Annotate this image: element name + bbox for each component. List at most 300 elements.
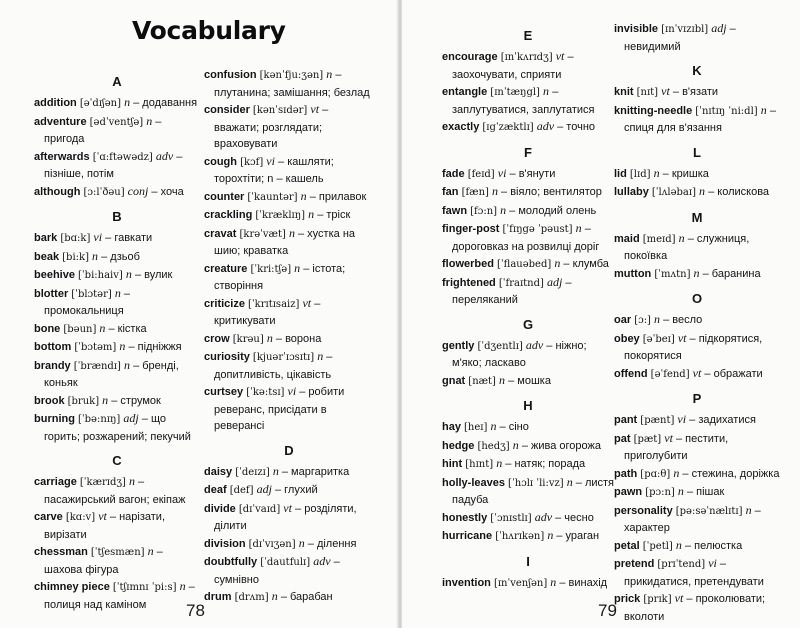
transcription: [meɪd]	[642, 233, 676, 245]
part-of-speech: n	[575, 221, 582, 235]
headword: prick	[614, 593, 641, 605]
part-of-speech: adj	[256, 482, 272, 496]
headword: deaf	[204, 484, 227, 496]
vocab-entry	[614, 502, 780, 537]
vocab-entry	[442, 574, 614, 593]
headword: entangle	[442, 86, 488, 98]
part-of-speech: n	[675, 537, 682, 552]
transcription: [pɔ:n]	[645, 487, 675, 498]
transcription: [ˈbi:haiv]	[78, 270, 123, 281]
headword: beak	[34, 250, 60, 263]
transcription: [kənˈsɪdər]	[252, 105, 308, 116]
headword: path	[614, 467, 638, 480]
transcription: [ˈnɪtɪŋ ˈni:dl]	[695, 105, 758, 117]
definition: – прилавок	[309, 190, 367, 203]
headword: pat	[614, 432, 631, 445]
part-of-speech: n	[298, 535, 305, 550]
part-of-speech: n	[490, 419, 497, 433]
part-of-speech: n	[124, 95, 131, 109]
definition: – робити реверанс, присідати в реверансі	[214, 386, 345, 432]
part-of-speech: n	[147, 544, 154, 558]
section-letter: K	[692, 63, 702, 78]
definition: – критикувати	[214, 297, 321, 327]
transcription: [ɔ:]	[634, 315, 651, 326]
part-of-speech: n	[99, 320, 106, 335]
headword: hay	[442, 421, 461, 433]
transcription: [def]	[229, 485, 254, 496]
vocab-entry	[614, 411, 780, 430]
definition: – клумба	[563, 258, 609, 270]
definition: – полиця над каміном	[44, 581, 195, 611]
section-letter: O	[691, 291, 703, 306]
transcription: [lɪd]	[629, 168, 651, 180]
part-of-speech: n	[566, 474, 573, 489]
headword: gnat	[442, 374, 466, 387]
right-page	[402, 0, 800, 628]
definition: – вулик	[134, 269, 173, 281]
headword: hint	[442, 458, 463, 470]
transcription: [bi:k]	[62, 251, 89, 263]
definition: – пелюстка	[684, 539, 743, 552]
section-letter: F	[524, 144, 532, 160]
part-of-speech: n	[125, 267, 132, 281]
part-of-speech: adv	[534, 509, 553, 524]
headword: division	[204, 537, 246, 550]
vocab-entry	[34, 229, 200, 248]
vocab-entry	[442, 527, 614, 546]
transcription: [ˈkauntər]	[247, 191, 298, 203]
transcription: [ˈdautfulɪ]	[260, 557, 311, 568]
vocab-entry	[614, 165, 780, 184]
definition: – глухий	[274, 484, 318, 496]
part-of-speech: n	[124, 357, 130, 372]
transcription: [ədˈventʃə]	[89, 116, 144, 128]
vocab-entry	[34, 338, 200, 357]
definition: – плутанина; замішання; безлад	[214, 69, 370, 99]
part-of-speech: n	[491, 184, 498, 198]
headword: bottom	[34, 341, 72, 353]
headword: carve	[34, 511, 63, 523]
part-of-speech: n	[550, 574, 557, 589]
transcription: [ˈlʌləbaɪ]	[651, 187, 696, 198]
headword: cravat	[204, 227, 237, 240]
part-of-speech: vi	[708, 556, 717, 570]
part-of-speech: n	[179, 579, 186, 593]
headword: gently	[442, 339, 475, 352]
vocab-entry	[614, 330, 780, 365]
left-column-1	[34, 66, 200, 613]
headword: chessman	[34, 546, 88, 558]
headword: fade	[442, 167, 465, 180]
vocab-entry	[614, 465, 780, 484]
transcription: [ˈkærɪdʒ]	[79, 477, 126, 488]
section-letter: C	[112, 453, 122, 468]
vocab-entry	[204, 463, 374, 482]
part-of-speech: adj	[546, 274, 563, 289]
transcription: [ˈkræklɪŋ]	[255, 210, 306, 221]
transcription: [ˈpetl]	[642, 540, 673, 552]
definition: – характер	[624, 504, 761, 534]
transcription: [əˈdɪʃən]	[79, 98, 121, 109]
transcription: [kɔf]	[240, 156, 264, 168]
vocab-entry	[34, 148, 200, 183]
transcription: [krəu]	[232, 333, 264, 345]
headword: adventure	[34, 115, 87, 128]
part-of-speech: n	[300, 188, 307, 203]
vocab-entry	[204, 260, 374, 295]
vocab-entry	[204, 206, 374, 225]
vocab-entry	[34, 266, 200, 285]
definition: – мошка	[508, 374, 551, 387]
transcription: [næt]	[468, 375, 496, 387]
headword: fan	[442, 186, 459, 198]
transcription: [nɪt]	[636, 87, 659, 98]
transcription: [kənˈfju:ʒən]	[259, 70, 324, 81]
part-of-speech: vi	[287, 384, 297, 398]
part-of-speech: n	[760, 102, 767, 117]
definition: – заплутуватися, заплутатися	[452, 86, 595, 116]
definition: – сумнівно	[214, 556, 340, 586]
vocab-entry	[204, 153, 374, 188]
part-of-speech: n	[114, 285, 121, 300]
part-of-speech: n	[745, 502, 752, 517]
vocab-entry	[204, 588, 374, 607]
section-letter: P	[692, 391, 702, 406]
definition: – віяло; вентилятор	[501, 186, 602, 198]
transcription: [pænt]	[640, 415, 675, 426]
vocab-entry	[34, 285, 200, 320]
vocab-entry	[614, 183, 780, 202]
headword: flowerbed	[442, 258, 494, 270]
definition: – молодий олень	[509, 204, 597, 217]
transcription: [ɔ:lˈðəu]	[83, 186, 125, 198]
section-letter: B	[112, 209, 122, 224]
vocab-entry	[614, 590, 780, 625]
headword: daisy	[204, 465, 233, 478]
transcription: [krəˈvæt]	[239, 228, 286, 240]
headword: brandy	[34, 359, 71, 372]
headword: chimney piece	[34, 581, 110, 593]
vocab-entry	[204, 66, 374, 101]
part-of-speech: vt	[692, 365, 702, 380]
definition: – хустка на шию; краватка	[214, 227, 356, 257]
vocab-entry	[442, 418, 614, 437]
definition: – баранина	[702, 267, 761, 280]
right-column-1	[442, 20, 614, 592]
transcription: [ɪnˈkʌrɪdʒ]	[500, 52, 553, 63]
transcription: [kjuərˈɪɔsɪtɪ]	[252, 352, 315, 363]
headword: frightened	[442, 276, 496, 289]
definition: – допитливість, цікавість	[214, 351, 333, 381]
transcription: [ˈhɔlɪ ˈli:vz]	[508, 477, 564, 489]
definition: – промокальниця	[44, 287, 131, 317]
definition: – ділення	[307, 537, 357, 550]
vocab-entry	[204, 535, 374, 554]
transcription: [ˈdʒentlɪ]	[477, 340, 523, 352]
headword: although	[34, 185, 81, 198]
definition: – тріск	[317, 209, 351, 221]
headword: blotter	[34, 287, 69, 300]
definition: – прикидатися, претендувати	[624, 558, 764, 588]
transcription: [fɔ:n]	[470, 205, 498, 217]
part-of-speech: n	[294, 260, 301, 275]
headword: hurricane	[442, 530, 493, 542]
vocab-entry	[614, 230, 780, 265]
vocab-entry	[204, 348, 374, 383]
transcription: [prɪk]	[643, 594, 672, 605]
headword: offend	[614, 367, 648, 380]
vocab-entry	[34, 357, 200, 392]
part-of-speech: n	[146, 113, 153, 128]
section-letter: I	[526, 553, 530, 569]
section-letter: G	[522, 316, 534, 332]
transcription: [ˈɔnɪstlɪ]	[490, 512, 532, 524]
headword: doubtfully	[204, 556, 258, 568]
headword: pawn	[614, 486, 643, 498]
part-of-speech: n	[547, 528, 554, 542]
definition: – стежина, доріжка	[682, 467, 780, 480]
definition: – спиця для в'язання	[624, 104, 776, 134]
vocab-entry	[614, 265, 780, 284]
headword: pretend	[614, 558, 655, 570]
vocab-entry	[204, 553, 374, 588]
vocab-entry	[442, 83, 614, 118]
transcription: [ˈhʌrɪkən]	[495, 531, 545, 542]
definition: – служниця, покоївка	[624, 232, 750, 262]
headword: finger-post	[442, 223, 500, 235]
headword: bark	[34, 232, 58, 244]
vocab-entry	[34, 508, 200, 543]
vocab-entry	[34, 392, 200, 411]
part-of-speech: n	[272, 463, 279, 478]
vocab-entry	[34, 113, 200, 148]
part-of-speech: vt	[302, 295, 312, 310]
part-of-speech: vt	[661, 84, 670, 98]
part-of-speech: adv	[155, 148, 174, 163]
definition: – колискова	[708, 186, 770, 198]
transcription: [hɪnt]	[465, 459, 494, 470]
left-page	[0, 0, 398, 628]
vocab-entry	[34, 248, 200, 267]
vocab-entry	[614, 20, 780, 55]
headword: lid	[614, 167, 627, 180]
transcription: [ˈfɪŋgə ˈpəust]	[502, 224, 573, 235]
definition: – гавкати	[105, 232, 153, 244]
transcription: [bɑ:k]	[60, 233, 91, 244]
headword: beehive	[34, 269, 75, 281]
part-of-speech: n	[543, 84, 550, 98]
section-letter: L	[693, 144, 701, 160]
part-of-speech: n	[500, 202, 507, 217]
transcription: [kɑ:v]	[65, 512, 96, 523]
definition: – хоча	[151, 185, 184, 198]
part-of-speech: conj	[127, 183, 149, 198]
vocab-entry	[442, 509, 614, 528]
definition: – невидимий	[624, 23, 736, 53]
transcription: [ˈkrɪtɪsaiz]	[248, 298, 300, 310]
transcription: [drʌm]	[234, 592, 269, 603]
vocab-entry	[614, 430, 780, 465]
transcription: [ˈfraɪtnd]	[498, 277, 544, 289]
part-of-speech: n	[119, 339, 126, 353]
transcription: [pə:səˈnælɪtɪ]	[675, 505, 743, 517]
definition: – нарізати, вирізати	[44, 511, 166, 541]
part-of-speech: n	[499, 372, 506, 387]
vocab-entry	[204, 330, 374, 349]
headword: fawn	[442, 204, 468, 217]
section-letter: A	[112, 74, 122, 89]
headword: hedge	[442, 439, 475, 452]
transcription: [dɪˈvɪʒən]	[248, 538, 296, 550]
definition: – кашляти; торохтіти; n – кашель	[214, 155, 334, 185]
vocab-entry	[34, 543, 200, 578]
transcription: [heɪ]	[464, 422, 488, 433]
section-letter: H	[523, 398, 533, 413]
part-of-speech: n	[92, 248, 99, 263]
part-of-speech: vt	[664, 430, 673, 445]
definition: – винахід	[559, 576, 608, 589]
headword: creature	[204, 262, 248, 275]
part-of-speech: vi	[93, 230, 103, 244]
definition: – струмок	[111, 394, 161, 407]
vocab-entry	[204, 101, 374, 153]
definition: – що горить; розжарений; пекучий	[44, 413, 191, 443]
headword: drum	[204, 591, 232, 603]
headword: holly-leaves	[442, 476, 505, 489]
part-of-speech: n	[128, 474, 135, 488]
part-of-speech: n	[496, 456, 503, 470]
transcription: [əˈfend]	[650, 368, 690, 380]
headword: crow	[204, 332, 230, 345]
part-of-speech: vt	[98, 509, 107, 523]
part-of-speech: n	[512, 437, 519, 452]
transcription: [bruk]	[67, 395, 100, 407]
transcription: [hedʒ]	[477, 440, 510, 452]
definition: – проколювати; вколоти	[624, 593, 766, 623]
transcription: [pɑ:θ]	[640, 468, 671, 480]
part-of-speech: adv	[525, 337, 544, 352]
headword: curiosity	[204, 351, 250, 363]
section-letter: M	[691, 209, 703, 225]
definition: – розділяти, ділити	[214, 502, 357, 532]
vocab-entry	[614, 102, 780, 137]
part-of-speech: n	[693, 265, 700, 280]
definition: – ображати	[704, 367, 763, 380]
part-of-speech: n	[308, 207, 315, 221]
headword: counter	[204, 190, 245, 203]
part-of-speech: n	[673, 465, 680, 480]
vocab-entry	[34, 473, 200, 508]
vocab-entry	[442, 202, 614, 221]
part-of-speech: n	[677, 484, 684, 498]
definition: – істота; створіння	[214, 262, 346, 292]
headword: criticize	[204, 297, 245, 310]
vocab-entry	[34, 94, 200, 113]
transcription: [ɪgˈzæktlɪ]	[482, 122, 534, 133]
definition: – сіно	[499, 421, 529, 433]
definition: – дзьоб	[101, 250, 140, 263]
vocab-entry	[34, 578, 200, 613]
vocab-entry	[204, 295, 374, 330]
headword: exactly	[442, 121, 480, 133]
definition: – весло	[663, 314, 703, 326]
headword: brook	[34, 394, 65, 407]
part-of-speech: adj	[123, 411, 139, 425]
headword: invention	[442, 576, 491, 589]
headword: maid	[614, 232, 640, 245]
headword: knitting-needle	[614, 104, 693, 117]
vocab-entry	[442, 183, 614, 202]
definition: – в'язати	[672, 86, 719, 98]
transcription: [ˈbɔtəm]	[74, 342, 117, 353]
definition: – натяк; порада	[505, 458, 586, 470]
definition: – ніжно; м'яко; ласкаво	[452, 339, 587, 369]
page-number-right: 79	[598, 601, 617, 620]
definition: – ураган	[556, 530, 600, 542]
vocab-entry	[442, 372, 614, 391]
vocab-entry	[614, 311, 780, 330]
definition: – ворона	[275, 332, 322, 345]
vocab-entry	[614, 555, 780, 590]
part-of-speech: n	[653, 165, 660, 180]
definition: – пасажирський вагон; екіпаж	[44, 476, 186, 506]
vocab-entry	[442, 118, 614, 137]
headword: pant	[614, 414, 638, 426]
part-of-speech: n	[266, 330, 273, 345]
vocab-entry	[614, 83, 780, 102]
headword: consider	[204, 104, 250, 116]
headword: cough	[204, 155, 237, 168]
definition: – вважати; розглядати; враховувати	[214, 104, 329, 150]
headword: burning	[34, 413, 75, 425]
headword: knit	[614, 86, 634, 98]
transcription: [ˈkə:tsɪ]	[246, 387, 285, 398]
part-of-speech: n	[102, 392, 109, 407]
transcription: [ˈflauəbed]	[497, 259, 552, 270]
vocab-entry	[442, 48, 614, 83]
headword: oar	[614, 314, 632, 326]
part-of-speech: n	[326, 67, 333, 81]
definition: – жива огорожа	[521, 439, 601, 452]
definition: – бренді, коньяк	[44, 359, 179, 389]
part-of-speech: vt	[674, 591, 684, 605]
part-of-speech: n	[271, 589, 278, 603]
vocab-entry	[442, 437, 614, 456]
part-of-speech: vt	[310, 102, 320, 116]
vocab-entry	[442, 274, 614, 309]
part-of-speech: vt	[677, 330, 687, 345]
vocab-entry	[204, 383, 374, 435]
headword: honestly	[442, 511, 488, 524]
definition: – пестити, приголубити	[624, 432, 729, 462]
headword: invisible	[614, 23, 659, 35]
definition: – маргаритка	[281, 465, 350, 478]
vocab-entry	[614, 483, 780, 502]
definition: – кістка	[108, 322, 147, 335]
transcription: [pæt]	[633, 433, 662, 445]
part-of-speech: n	[654, 312, 661, 326]
part-of-speech: adj	[711, 21, 727, 35]
transcription: [ˈɑ:ftəwədz]	[92, 151, 153, 163]
headword: crackling	[204, 209, 253, 221]
part-of-speech: n	[699, 184, 706, 198]
transcription: [bəun]	[63, 323, 97, 335]
part-of-speech: n	[554, 256, 561, 270]
transcription: [ɪnˈvɪzɪbl]	[661, 24, 709, 35]
transcription: [dɪˈvaɪd]	[238, 503, 281, 515]
part-of-speech: vi	[266, 153, 275, 168]
part-of-speech: vt	[283, 500, 292, 515]
